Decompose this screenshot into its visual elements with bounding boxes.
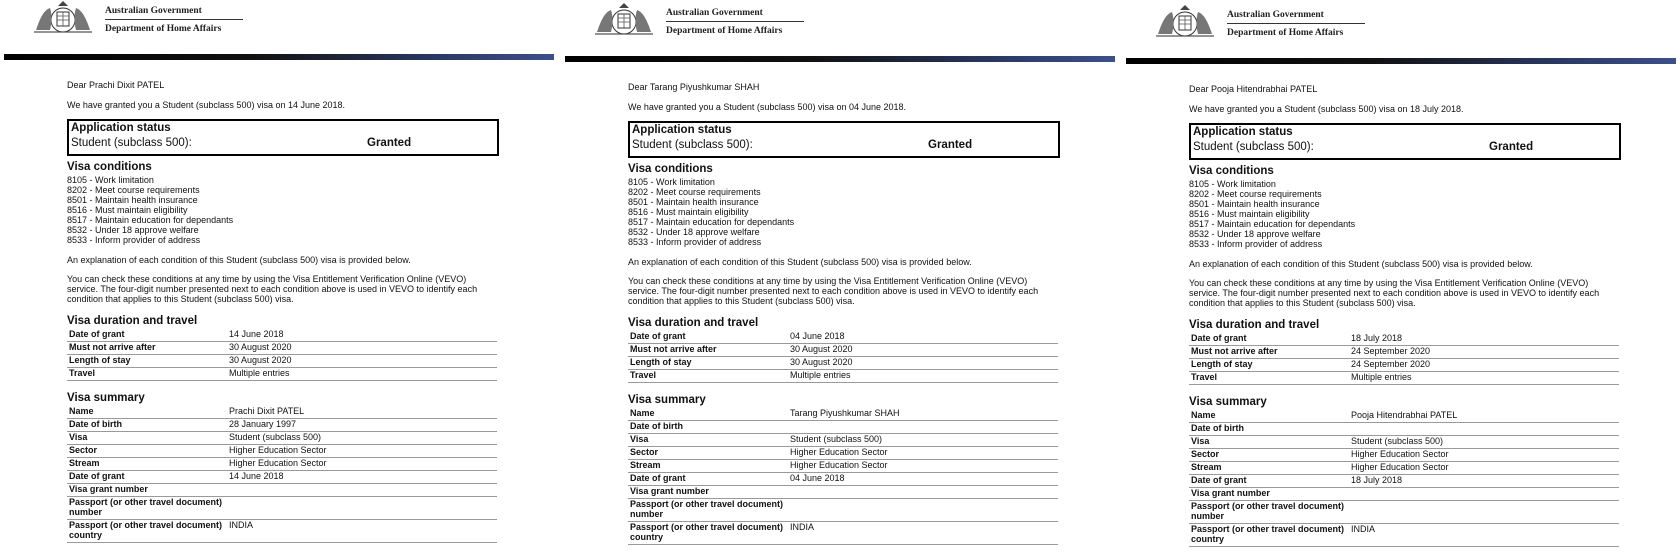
duration-table [1189, 333, 1619, 385]
row-key: Date of grant [67, 471, 227, 484]
header-rule [105, 19, 243, 20]
condition-item: 8533 - Inform provider of address [67, 235, 201, 245]
row-value [788, 421, 1058, 434]
row-value: Higher Education Sector [788, 447, 1058, 460]
salutation: Dear Tarang Piyushkumar SHAH [628, 82, 760, 92]
table-row [1189, 488, 1619, 501]
row-value: 18 July 2018 [1349, 475, 1619, 488]
row-value: INDIA [227, 520, 497, 543]
conditions-list [1189, 179, 1355, 249]
row-value: Tarang Piyushkumar SHAH [788, 408, 1058, 421]
row-key: Sector [67, 445, 227, 458]
explanation-text: An explanation of each condition of this Student (subclass 500) visa is provided below. [67, 255, 411, 265]
table-row [67, 484, 497, 497]
row-value: Higher Education Sector [788, 460, 1058, 473]
table-row [628, 421, 1058, 434]
table-row [1189, 333, 1619, 346]
row-key: Length of stay [67, 355, 227, 368]
row-value: 30 August 2020 [227, 355, 497, 368]
table-row [628, 344, 1058, 357]
header-rule [666, 21, 804, 22]
duration-table [628, 331, 1058, 383]
condition-item: 8533 - Inform provider of address [628, 237, 762, 247]
row-key: Length of stay [628, 357, 788, 370]
row-key: Must not arrive after [628, 344, 788, 357]
duration-heading: Visa duration and travel [1189, 319, 1320, 331]
table-row [67, 497, 497, 520]
row-key: Must not arrive after [1189, 346, 1349, 359]
row-value: INDIA [1349, 524, 1619, 547]
table-row [1189, 449, 1619, 462]
conditions-list [628, 177, 794, 247]
vevo-text: You can check these conditions at any time by using the Visa Entitlement Verification Online (VEVO) service. The four-digit number presented next to each condition above is used in VEVO to identify each condition that applies to this Student (subclass 500) visa. [628, 276, 1039, 306]
row-value [788, 499, 1058, 522]
row-value: Student (subclass 500) [227, 432, 497, 445]
summary-heading: Visa summary [628, 394, 706, 406]
row-key: Passport (or other travel document) number [628, 499, 788, 522]
condition-item: 8501 - Maintain health insurance [67, 195, 198, 205]
row-value: 24 September 2020 [1349, 346, 1619, 359]
table-row [628, 522, 1058, 545]
table-row [67, 368, 497, 381]
row-value: 30 August 2020 [788, 344, 1058, 357]
letter-header [561, 2, 1119, 60]
application-status-box [67, 119, 499, 156]
letter-header [0, 0, 558, 58]
row-key: Passport (or other travel document) number [67, 497, 227, 520]
row-key: Passport (or other travel document) country [67, 520, 227, 543]
application-status-box [1189, 123, 1621, 160]
table-row [1189, 501, 1619, 524]
vevo-text: You can check these conditions at any time by using the Visa Entitlement Verification Online (VEVO) service. The four-digit number presented next to each condition above is used in VEVO to identify each condition that applies to this Student (subclass 500) visa. [1189, 278, 1600, 308]
row-key: Stream [628, 460, 788, 473]
grant-statement: We have granted you a Student (subclass 500) visa on 04 June 2018. [628, 102, 907, 112]
condition-item: 8532 - Under 18 approve welfare [628, 227, 760, 237]
row-value: 18 July 2018 [1349, 333, 1619, 346]
row-value: Higher Education Sector [1349, 462, 1619, 475]
row-key: Travel [628, 370, 788, 383]
condition-item: 8202 - Meet course requirements [67, 185, 200, 195]
summary-heading: Visa summary [1189, 396, 1267, 408]
table-row [1189, 359, 1619, 372]
row-key: Date of birth [628, 421, 788, 434]
conditions-heading: Visa conditions [1189, 165, 1274, 177]
condition-item: 8532 - Under 18 approve welfare [67, 225, 199, 235]
condition-item: 8105 - Work limitation [628, 177, 715, 187]
row-key: Visa grant number [1189, 488, 1349, 501]
row-value: Higher Education Sector [227, 458, 497, 471]
conditions-heading: Visa conditions [628, 163, 713, 175]
grant-statement: We have granted you a Student (subclass 500) visa on 18 July 2018. [1189, 104, 1464, 114]
condition-item: 8202 - Meet course requirements [628, 187, 761, 197]
table-row [628, 473, 1058, 486]
condition-item: 8501 - Maintain health insurance [1189, 199, 1320, 209]
conditions-heading: Visa conditions [67, 161, 152, 173]
row-value: Student (subclass 500) [788, 434, 1058, 447]
row-key: Travel [67, 368, 227, 381]
row-key: Length of stay [1189, 359, 1349, 372]
row-value: 04 June 2018 [788, 473, 1058, 486]
table-row [1189, 410, 1619, 423]
row-key: Visa [628, 434, 788, 447]
table-row [1189, 475, 1619, 488]
row-key: Passport (or other travel document) number [1189, 501, 1349, 524]
table-row [67, 445, 497, 458]
table-row [628, 408, 1058, 421]
row-key: Travel [1189, 372, 1349, 385]
row-value [1349, 488, 1619, 501]
row-key: Visa [67, 432, 227, 445]
summary-table [67, 406, 497, 543]
row-value: Multiple entries [788, 370, 1058, 383]
row-key: Date of birth [1189, 423, 1349, 436]
row-key: Name [628, 408, 788, 421]
row-key: Date of grant [1189, 475, 1349, 488]
summary-heading: Visa summary [67, 392, 145, 404]
conditions-list [67, 175, 233, 245]
row-value [788, 486, 1058, 499]
row-value [227, 484, 497, 497]
table-row [67, 432, 497, 445]
row-value: Higher Education Sector [227, 445, 497, 458]
status-title: Application status [71, 122, 171, 134]
salutation: Dear Prachi Dixit PATEL [67, 80, 165, 90]
visa-letter-3 [1122, 4, 1680, 554]
row-value: INDIA [788, 522, 1058, 545]
grant-statement: We have granted you a Student (subclass 500) visa on 14 June 2018. [67, 100, 346, 110]
condition-item: 8202 - Meet course requirements [1189, 189, 1322, 199]
status-value: Granted [928, 139, 973, 151]
dept-line: Department of Home Affairs [666, 26, 783, 36]
table-row [67, 406, 497, 419]
row-key: Date of grant [1189, 333, 1349, 346]
table-row [1189, 423, 1619, 436]
condition-item: 8517 - Maintain education for dependants [628, 217, 795, 227]
salutation: Dear Pooja Hitendrabhai PATEL [1189, 84, 1318, 94]
condition-item: 8517 - Maintain education for dependants [67, 215, 234, 225]
row-key: Stream [1189, 462, 1349, 475]
row-key: Visa [1189, 436, 1349, 449]
row-key: Name [67, 406, 227, 419]
row-key: Date of birth [67, 419, 227, 432]
gov-line: Australian Government [1227, 10, 1324, 20]
row-key: Visa grant number [628, 486, 788, 499]
table-row [67, 329, 497, 342]
duration-heading: Visa duration and travel [628, 317, 759, 329]
row-key: Must not arrive after [67, 342, 227, 355]
table-row [628, 486, 1058, 499]
row-value: 30 August 2020 [788, 357, 1058, 370]
coat-of-arms-icon [30, 0, 96, 34]
summary-table [1189, 410, 1619, 547]
row-value: 14 June 2018 [227, 471, 497, 484]
gov-line: Australian Government [105, 6, 202, 16]
visa-letter-2 [561, 2, 1119, 552]
condition-item: 8516 - Must maintain eligibility [67, 205, 188, 215]
table-row [1189, 372, 1619, 385]
row-key: Visa grant number [67, 484, 227, 497]
status-subclass: Student (subclass 500): [1193, 141, 1314, 153]
letter-header [1122, 4, 1680, 62]
table-row [1189, 524, 1619, 547]
coat-of-arms-icon [591, 2, 657, 36]
table-row [67, 520, 497, 543]
condition-item: 8533 - Inform provider of address [1189, 239, 1323, 249]
condition-item: 8501 - Maintain health insurance [628, 197, 759, 207]
status-subclass: Student (subclass 500): [71, 137, 192, 149]
gov-line: Australian Government [666, 8, 763, 18]
condition-item: 8105 - Work limitation [1189, 179, 1276, 189]
row-key: Sector [1189, 449, 1349, 462]
row-value: Multiple entries [227, 368, 497, 381]
row-value: 14 June 2018 [227, 329, 497, 342]
row-key: Name [1189, 410, 1349, 423]
row-key: Sector [628, 447, 788, 460]
row-value: 24 September 2020 [1349, 359, 1619, 372]
summary-table [628, 408, 1058, 545]
table-row [628, 447, 1058, 460]
condition-item: 8105 - Work limitation [67, 175, 154, 185]
row-key: Date of grant [628, 331, 788, 344]
table-row [628, 370, 1058, 383]
duration-table [67, 329, 497, 381]
header-band [1126, 58, 1676, 64]
row-key: Date of grant [628, 473, 788, 486]
row-value: Higher Education Sector [1349, 449, 1619, 462]
application-status-box [628, 121, 1060, 158]
table-row [67, 458, 497, 471]
table-row [628, 499, 1058, 522]
row-value [1349, 423, 1619, 436]
condition-item: 8532 - Under 18 approve welfare [1189, 229, 1321, 239]
status-title: Application status [632, 124, 732, 136]
table-row [67, 471, 497, 484]
row-value: Pooja Hitendrabhai PATEL [1349, 410, 1619, 423]
row-value: 30 August 2020 [227, 342, 497, 355]
row-key: Passport (or other travel document) country [1189, 524, 1349, 547]
explanation-text: An explanation of each condition of this Student (subclass 500) visa is provided below. [1189, 259, 1533, 269]
table-row [628, 460, 1058, 473]
header-band [565, 56, 1115, 62]
row-value: 04 June 2018 [788, 331, 1058, 344]
row-value [1349, 501, 1619, 524]
row-value: 28 January 1997 [227, 419, 497, 432]
table-row [67, 342, 497, 355]
status-subclass: Student (subclass 500): [632, 139, 753, 151]
status-value: Granted [367, 137, 412, 149]
table-row [67, 355, 497, 368]
table-row [628, 434, 1058, 447]
table-row [628, 331, 1058, 344]
vevo-text: You can check these conditions at any time by using the Visa Entitlement Verification Online (VEVO) service. The four-digit number presented next to each condition above is used in VEVO to identify each condition that applies to this Student (subclass 500) visa. [67, 274, 478, 304]
visa-letter-1 [0, 0, 558, 550]
table-row [628, 357, 1058, 370]
status-title: Application status [1193, 126, 1293, 138]
dept-line: Department of Home Affairs [1227, 28, 1344, 38]
status-value: Granted [1489, 141, 1534, 153]
condition-item: 8517 - Maintain education for dependants [1189, 219, 1356, 229]
dept-line: Department of Home Affairs [105, 24, 222, 34]
row-value: Prachi Dixit PATEL [227, 406, 497, 419]
row-value: Student (subclass 500) [1349, 436, 1619, 449]
table-row [67, 419, 497, 432]
header-rule [1227, 23, 1365, 24]
table-row [1189, 462, 1619, 475]
row-value [227, 497, 497, 520]
row-key: Date of grant [67, 329, 227, 342]
coat-of-arms-icon [1152, 4, 1218, 38]
header-band [4, 54, 554, 60]
table-row [1189, 436, 1619, 449]
condition-item: 8516 - Must maintain eligibility [628, 207, 749, 217]
row-key: Stream [67, 458, 227, 471]
duration-heading: Visa duration and travel [67, 315, 198, 327]
condition-item: 8516 - Must maintain eligibility [1189, 209, 1310, 219]
table-row [1189, 346, 1619, 359]
row-value: Multiple entries [1349, 372, 1619, 385]
explanation-text: An explanation of each condition of this Student (subclass 500) visa is provided below. [628, 257, 972, 267]
row-key: Passport (or other travel document) country [628, 522, 788, 545]
